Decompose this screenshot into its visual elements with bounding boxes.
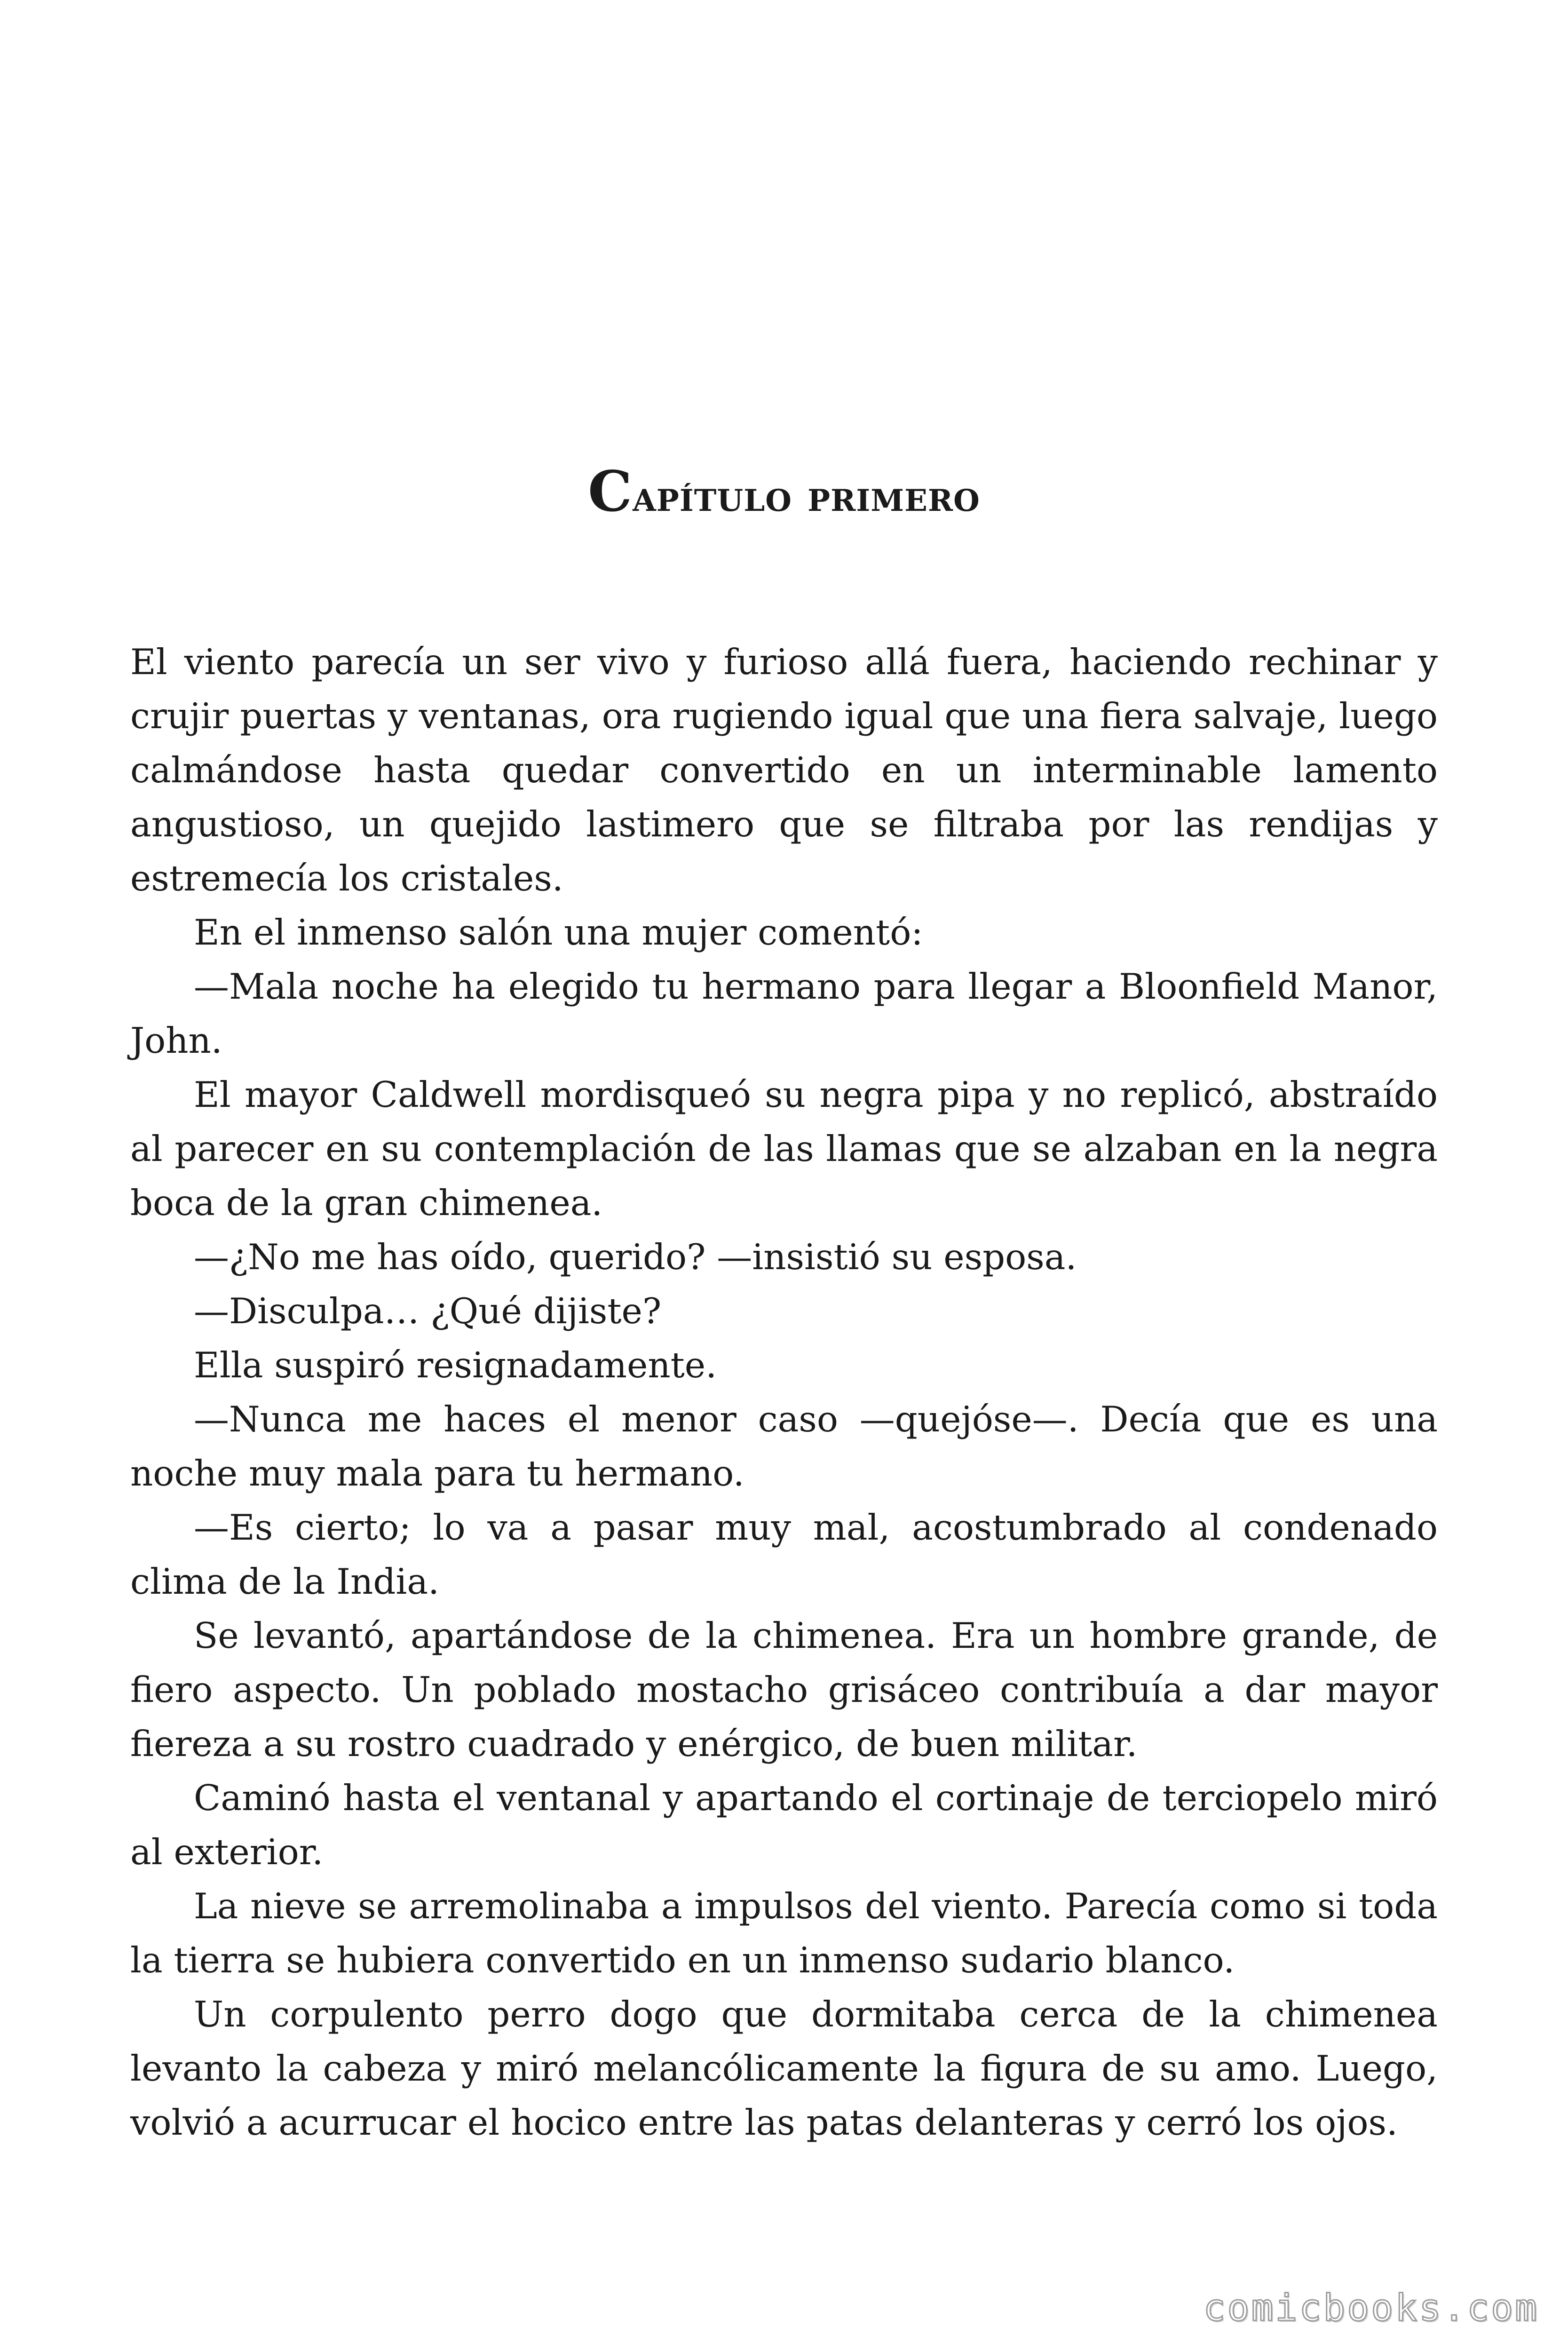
paragraph: —Nunca me haces el menor caso —quejóse—. Decía que es una noche muy mala para tu hermano. <box>130 1398 1438 1494</box>
paragraph: Un corpulento perro dogo que dormitaba cerca de la chimenea levanto la cabeza y miró melancólicamente la figura de su amo. Luego, volvió a acurrucar el hocico entre las patas delanteras y cerró los ojos. <box>130 1994 1438 2143</box>
chapter-title-initial: C <box>588 459 633 524</box>
paragraph: —Es cierto; lo va a pasar muy mal, acostumbrado al condenado clima de la India. <box>130 1507 1438 1602</box>
paragraph: El mayor Caldwell mordisqueó su negra pipa y no replicó, abstraído al parecer en su contemplación de las llamas que se alzaban en la negra boca de la gran chimenea. <box>130 1074 1438 1224</box>
paragraph: Se levantó, apartándose de la chimenea. Era un hombre grande, de fiero aspecto. Un poblado mostacho grisáceo contribuía a dar mayor fiereza a su rostro cuadrado y enérgico, de buen militar. <box>130 1615 1438 1764</box>
chapter-body <box>130 635 1438 2150</box>
chapter-title <box>0 459 1568 524</box>
paragraph: En el inmenso salón una mujer comentó: <box>194 912 923 953</box>
site-watermark: comicbooks.com <box>1203 2287 1539 2329</box>
paragraph: —Disculpa… ¿Qué dijiste? <box>194 1290 662 1332</box>
chapter-title-rest: apítulo primero <box>633 470 980 521</box>
paragraph: Caminó hasta el ventanal y apartando el cortinaje de terciopelo miró al exterior. <box>130 1777 1438 1873</box>
paragraph: El viento parecía un ser vivo y furioso allá fuera, haciendo rechinar y crujir puertas y ventanas, ora rugiendo igual que una fiera salvaje, luego calmándose hasta quedar convertido en un interminable lamento angustioso, un quejido lastimero que se filtraba por las rendijas y estremecía los cristales. <box>130 641 1438 899</box>
paragraph: Ella suspiró resignadamente. <box>194 1344 717 1386</box>
paragraph: La nieve se arremolinaba a impulsos del viento. Parecía como si toda la tierra se hubiera convertido en un inmenso sudario blanco. <box>130 1885 1438 1981</box>
paragraph: —¿No me has oído, querido? —insistió su esposa. <box>194 1236 1077 1278</box>
paragraph: —Mala noche ha elegido tu hermano para llegar a Bloonfield Manor, John. <box>130 966 1438 1061</box>
